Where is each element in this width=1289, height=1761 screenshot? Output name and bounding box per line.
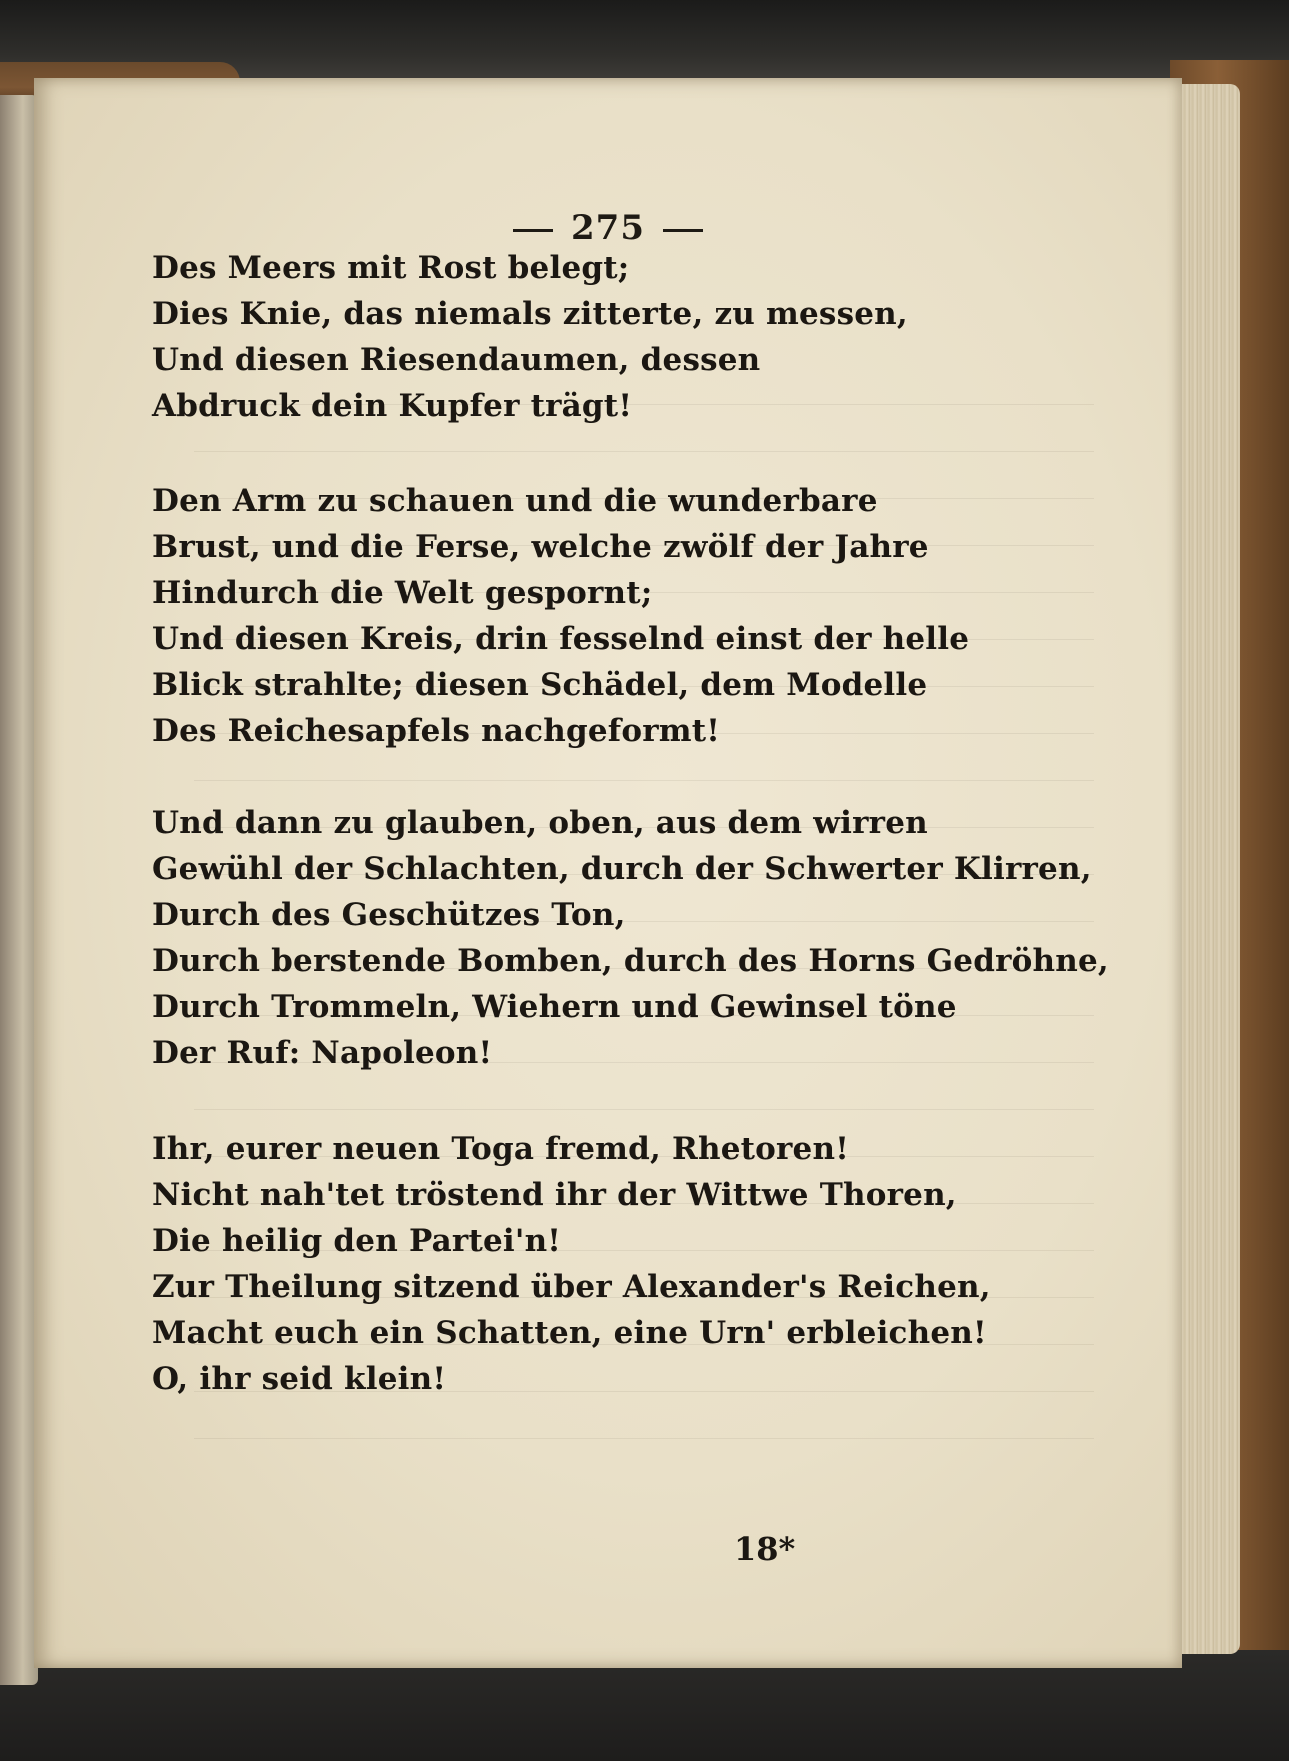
stanza-4 bbox=[152, 1126, 1132, 1402]
verse-line: Den Arm zu schauen und die wunderbare bbox=[152, 483, 878, 519]
verse-line: Abdruck dein Kupfer trägt! bbox=[152, 388, 633, 424]
verse-line: Des Reichesapfels nachgeformt! bbox=[152, 713, 721, 749]
dash-right bbox=[663, 229, 703, 232]
verse-line: Brust, und die Ferse, welche zwölf der Jahre bbox=[152, 529, 929, 565]
facing-page-edge bbox=[0, 95, 38, 1685]
verse-line: O, ihr seid klein! bbox=[152, 1361, 447, 1397]
stanza-1 bbox=[152, 245, 1132, 429]
verse-line: Zur Theilung sitzend über Alexander's Reichen, bbox=[152, 1269, 991, 1305]
page-number-text: 275 bbox=[571, 208, 645, 248]
verse-line: Und diesen Riesendaumen, dessen bbox=[152, 342, 761, 378]
page-number bbox=[34, 208, 1182, 248]
signature-mark: 18* bbox=[734, 1530, 796, 1568]
verse-line: Blick strahlte; diesen Schädel, dem Modelle bbox=[152, 667, 928, 703]
verse-line: Dies Knie, das niemals zitterte, zu messen, bbox=[152, 296, 908, 332]
dash-left bbox=[513, 229, 553, 232]
verse-line: Der Ruf: Napoleon! bbox=[152, 1035, 493, 1071]
page-content bbox=[34, 78, 1182, 1668]
verse-line: Und dann zu glauben, oben, aus dem wirren bbox=[152, 805, 928, 841]
verse-line: Gewühl der Schlachten, durch der Schwerter Klirren, bbox=[152, 851, 1092, 887]
verse-line: Des Meers mit Rost belegt; bbox=[152, 250, 630, 286]
verse-line: Durch Trommeln, Wiehern und Gewinsel töne bbox=[152, 989, 957, 1025]
verse-line: Nicht nah'tet tröstend ihr der Wittwe Thoren, bbox=[152, 1177, 957, 1213]
stanza-2 bbox=[152, 478, 1132, 754]
verse-line: Durch des Geschützes Ton, bbox=[152, 897, 626, 933]
book-page bbox=[34, 78, 1182, 1668]
verse-line: Ihr, eurer neuen Toga fremd, Rhetoren! bbox=[152, 1131, 850, 1167]
verse-line: Und diesen Kreis, drin fesselnd einst der helle bbox=[152, 621, 970, 657]
stanza-3 bbox=[152, 800, 1132, 1076]
verse-line: Durch berstende Bomben, durch des Horns Gedröhne, bbox=[152, 943, 1109, 979]
verse-line: Hindurch die Welt gespornt; bbox=[152, 575, 653, 611]
verse-line: Macht euch ein Schatten, eine Urn' erbleichen! bbox=[152, 1315, 987, 1351]
verse-line: Die heilig den Partei'n! bbox=[152, 1223, 562, 1259]
